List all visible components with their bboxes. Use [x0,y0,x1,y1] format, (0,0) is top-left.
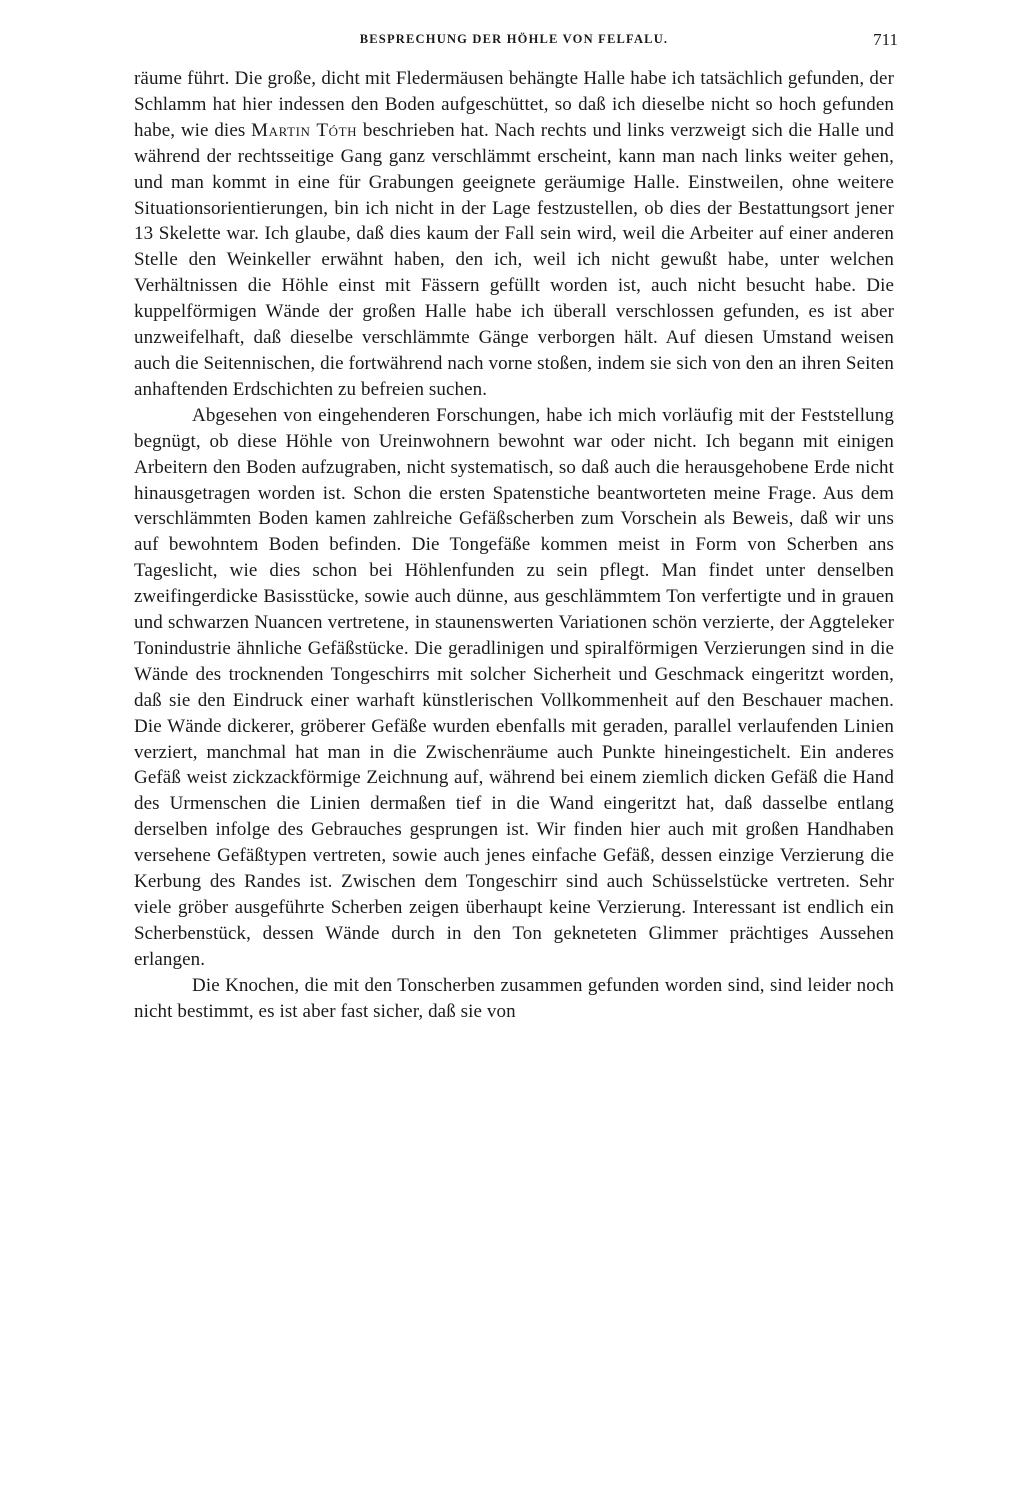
author-name: Martin Tóth [251,119,358,141]
running-title: BESPRECHUNG DER HÖHLE VON FELFALU. [359,32,669,46]
page-number: 711 [873,30,898,49]
paragraph-1-text-a: räume führt. Die große, dicht mit Fledermäusen behängte Halle habe ich tatsächlich gefunden, der Schlamm hat hier indessen den Boden aufgeschüttet, so daß ich dieselbe nicht so hoch gefunden habe, wie dies [134,68,894,141]
running-header [134,30,898,56]
paragraph-1 [134,66,894,403]
document-page [134,30,898,1025]
paragraph-2: Abgesehen von eingehenderen Forschungen, habe ich mich vorläufig mit der Feststellung begnügt, ob diese Höhle von Ureinwohnern bewohnt war oder nicht. Ich begann mit einigen Arbeitern den Boden aufzugraben, nicht systematisch, so daß auch die herausgehobene Erde nicht hinausgetragen worden ist. Schon die ersten Spatenstiche beantworteten meine Frage. Aus dem verschlämmten Boden kamen zahlreiche Gefäßscherben zum Vorschein als Beweis, daß wir uns auf bewohntem Boden befinden. Die Tongefäße kommen meist in Form von Scherben ans Tageslicht, wie dies schon bei Höhlenfunden zu sein pflegt. Man findet unter denselben zweifingerdicke Basisstücke, sowie auch dünne, aus geschlämmtem Ton verfertigte und in grauen und schwarzen Nuancen vertretene, in staunenswerten Variationen schön verzierte, der Aggteleker Tonindustrie ähnliche Gefäßstücke. Die geradlinigen und spiralförmigen Verzierungen sind in die Wände des trocknenden Tongeschirrs mit solcher Sicherheit und Geschmack eingeritzt worden, daß sie den Eindruck einer warhaft künstlerischen Vollkommenheit auf den Beschauer machen. Die Wände dickerer, gröberer Gefäße wurden ebenfalls mit geraden, parallel verlaufenden Linien verziert, manchmal hat man in die Zwischenräume auch Punkte hineingestichelt. Ein anderes Gefäß weist zickzackförmige Zeichnung auf, während bei einem ziemlich dicken Gefäß die Hand des Urmenschen die Linien dermaßen tief in die Wand eingeritzt hat, daß dasselbe entlang derselben infolge des Gebrauches gesprungen ist. Wir finden hier auch mit großen Handhaben versehene Gefäßtypen vertreten, sowie auch jenes einfache Gefäß, dessen einzige Verzierung die Kerbung des Randes ist. Zwischen dem Tongeschirr sind auch Schüsselstücke vertreten. Sehr viele gröber ausgeführte Scherben zeigen überhaupt keine Verzierung. Interessant ist endlich ein Scherbenstück, dessen Wände durch in den Ton gekneteten Glimmer prächtiges Aussehen erlangen. [134,404,894,970]
paragraph-3: Die Knochen, die mit den Tonscherben zusammen gefunden worden sind, sind leider noch nicht bestimmt, es ist aber fast sicher, daß sie von [134,974,894,1022]
paragraph-1-text-b: beschrieben hat. Nach rechts und links verzweigt sich die Halle und während der rechtsseitige Gang ganz verschlämmt erscheint, kann man nach links weiter gehen, und man kommt in eine für Grabungen geeignete geräumige Halle. Einstweilen, ohne weitere Situationsorientierungen, bin ich nicht in der Lage festzustellen, ob dies der Bestattungsort jener 13 Skelette war. Ich glaube, daß dies kaum der Fall sein wird, weil die Arbeiter auf einer anderen Stelle den Weinkeller erwähnt haben, den ich, weil ich nicht gewußt habe, unter welchen Verhältnissen die Höhle einst mit Fässern gefüllt worden ist, auch nicht besucht habe. Die kuppelförmigen Wände der großen Halle habe ich überall verschlossen gefunden, es ist aber unzweifelhaft, daß dieselbe verschlämmte Gänge verborgen hält. Auf diesen Umstand weisen auch die Seitennischen, die fortwährend nach vorne stoßen, indem sie sich von den an ihren Seiten anhaftenden Erdschichten zu befreien suchen. [134,119,894,400]
